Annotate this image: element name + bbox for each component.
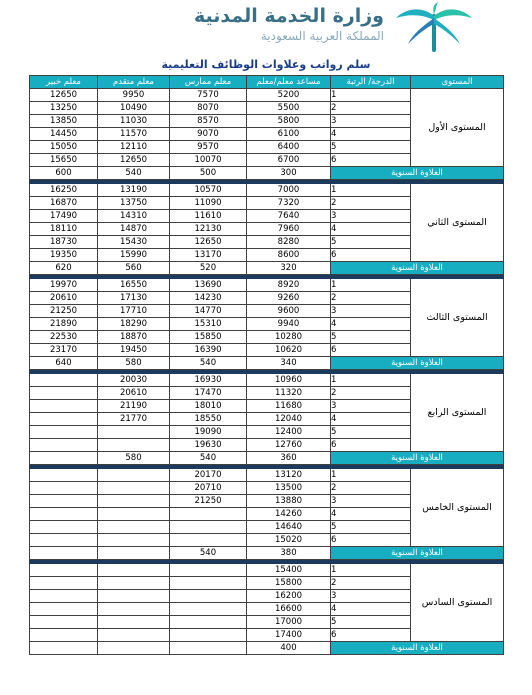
cell-step: 5 <box>331 331 411 344</box>
cell-advanced: 20030 <box>98 374 170 387</box>
col-header-level: المستوى <box>411 76 504 89</box>
cell-advanced: 10490 <box>98 102 170 115</box>
cell-practitioner: 19090 <box>170 426 247 439</box>
cell-step: 5 <box>331 616 411 629</box>
cell-assistant: 8280 <box>247 236 331 249</box>
cell-step: 1 <box>331 89 411 102</box>
cell-step: 4 <box>331 318 411 331</box>
annual-increment-label: العلاوة السنوية <box>331 452 504 465</box>
cell-advanced: 21190 <box>98 400 170 413</box>
document-header <box>0 0 532 56</box>
cell-practitioner: 19630 <box>170 439 247 452</box>
cell-practitioner: 15850 <box>170 331 247 344</box>
cell-step: 2 <box>331 102 411 115</box>
table-row <box>30 564 504 577</box>
annual-increment-label: العلاوة السنوية <box>331 547 504 560</box>
annual-assistant: 360 <box>247 452 331 465</box>
cell-step: 5 <box>331 521 411 534</box>
cell-advanced: 21770 <box>98 413 170 426</box>
cell-assistant: 13120 <box>247 469 331 482</box>
ministry-name: وزارة الخدمة المدنية <box>193 5 384 27</box>
cell-assistant: 15400 <box>247 564 331 577</box>
cell-advanced <box>98 590 170 603</box>
cell-advanced <box>98 603 170 616</box>
annual-advanced <box>98 547 170 560</box>
annual-increment-label: العلاوة السنوية <box>331 167 504 180</box>
cell-expert <box>30 439 98 452</box>
cell-practitioner: 20170 <box>170 469 247 482</box>
cell-advanced <box>98 495 170 508</box>
table-row <box>30 279 504 292</box>
cell-step: 3 <box>331 210 411 223</box>
cell-assistant: 7640 <box>247 210 331 223</box>
level-name: المستوى السادس <box>411 564 504 642</box>
cell-advanced: 16550 <box>98 279 170 292</box>
cell-expert <box>30 413 98 426</box>
cell-practitioner: 12130 <box>170 223 247 236</box>
col-header-advanced: معلم متقدم <box>98 76 170 89</box>
cell-expert <box>30 590 98 603</box>
cell-expert: 21890 <box>30 318 98 331</box>
cell-practitioner: 16390 <box>170 344 247 357</box>
cell-assistant: 13880 <box>247 495 331 508</box>
annual-practitioner <box>170 642 247 655</box>
cell-practitioner <box>170 521 247 534</box>
annual-increment-label: العلاوة السنوية <box>331 262 504 275</box>
annual-practitioner: 540 <box>170 357 247 370</box>
cell-assistant: 12400 <box>247 426 331 439</box>
cell-advanced <box>98 508 170 521</box>
palm-logo-icon <box>392 2 476 54</box>
cell-practitioner <box>170 629 247 642</box>
col-header-practitioner: معلم ممارس <box>170 76 247 89</box>
cell-expert: 15050 <box>30 141 98 154</box>
annual-practitioner: 540 <box>170 547 247 560</box>
annual-assistant: 300 <box>247 167 331 180</box>
cell-practitioner: 13170 <box>170 249 247 262</box>
salary-table <box>29 75 504 655</box>
cell-advanced: 15990 <box>98 249 170 262</box>
cell-practitioner: 13690 <box>170 279 247 292</box>
cell-step: 4 <box>331 223 411 236</box>
cell-expert: 12650 <box>30 89 98 102</box>
cell-practitioner: 14770 <box>170 305 247 318</box>
cell-step: 5 <box>331 236 411 249</box>
annual-increment-row <box>30 262 504 275</box>
cell-practitioner: 9570 <box>170 141 247 154</box>
cell-practitioner <box>170 508 247 521</box>
level-name: المستوى الثاني <box>411 184 504 262</box>
level-name: المستوى الرابع <box>411 374 504 452</box>
cell-assistant: 7000 <box>247 184 331 197</box>
cell-advanced: 18290 <box>98 318 170 331</box>
cell-advanced <box>98 577 170 590</box>
cell-step: 1 <box>331 374 411 387</box>
table-row <box>30 469 504 482</box>
cell-expert <box>30 534 98 547</box>
cell-expert: 20610 <box>30 292 98 305</box>
cell-step: 4 <box>331 508 411 521</box>
cell-advanced: 17130 <box>98 292 170 305</box>
cell-expert: 13850 <box>30 115 98 128</box>
cell-expert: 13250 <box>30 102 98 115</box>
cell-advanced: 15430 <box>98 236 170 249</box>
table-row <box>30 89 504 102</box>
cell-step: 4 <box>331 413 411 426</box>
cell-practitioner: 16930 <box>170 374 247 387</box>
cell-advanced: 14310 <box>98 210 170 223</box>
cell-practitioner <box>170 577 247 590</box>
cell-advanced <box>98 469 170 482</box>
col-header-assistant: مساعد معلم/معلم <box>247 76 331 89</box>
cell-expert <box>30 564 98 577</box>
level-name: المستوى الأول <box>411 89 504 167</box>
cell-practitioner: 10570 <box>170 184 247 197</box>
cell-step: 3 <box>331 115 411 128</box>
cell-expert <box>30 495 98 508</box>
cell-practitioner <box>170 564 247 577</box>
cell-assistant: 12040 <box>247 413 331 426</box>
cell-assistant: 15800 <box>247 577 331 590</box>
cell-step: 2 <box>331 197 411 210</box>
cell-step: 4 <box>331 603 411 616</box>
cell-assistant: 8600 <box>247 249 331 262</box>
cell-advanced: 13750 <box>98 197 170 210</box>
table-body <box>30 89 504 655</box>
cell-step: 6 <box>331 534 411 547</box>
cell-practitioner: 11090 <box>170 197 247 210</box>
cell-assistant: 9260 <box>247 292 331 305</box>
annual-assistant: 380 <box>247 547 331 560</box>
cell-step: 6 <box>331 249 411 262</box>
cell-step: 5 <box>331 141 411 154</box>
cell-step: 6 <box>331 439 411 452</box>
cell-assistant: 10960 <box>247 374 331 387</box>
cell-expert <box>30 400 98 413</box>
annual-assistant: 400 <box>247 642 331 655</box>
cell-advanced <box>98 534 170 547</box>
cell-step: 5 <box>331 426 411 439</box>
cell-step: 6 <box>331 344 411 357</box>
cell-step: 2 <box>331 482 411 495</box>
cell-expert: 23170 <box>30 344 98 357</box>
col-header-step: الدرجة/ الرتبة <box>331 76 411 89</box>
cell-expert <box>30 469 98 482</box>
level-name: المستوى الثالث <box>411 279 504 357</box>
cell-assistant: 13500 <box>247 482 331 495</box>
cell-expert: 18730 <box>30 236 98 249</box>
cell-step: 1 <box>331 469 411 482</box>
col-header-expert: معلم خبير <box>30 76 98 89</box>
cell-advanced: 11570 <box>98 128 170 141</box>
annual-advanced: 560 <box>98 262 170 275</box>
cell-advanced <box>98 482 170 495</box>
annual-advanced <box>98 642 170 655</box>
cell-advanced <box>98 616 170 629</box>
cell-practitioner: 8570 <box>170 115 247 128</box>
cell-practitioner: 20710 <box>170 482 247 495</box>
annual-increment-row <box>30 547 504 560</box>
cell-step: 6 <box>331 629 411 642</box>
table-header-row <box>30 76 504 89</box>
cell-advanced: 19450 <box>98 344 170 357</box>
cell-assistant: 6700 <box>247 154 331 167</box>
cell-advanced <box>98 629 170 642</box>
kingdom-name: المملكة العربية السعودية <box>260 29 384 43</box>
cell-expert <box>30 577 98 590</box>
cell-assistant: 14260 <box>247 508 331 521</box>
cell-practitioner: 18550 <box>170 413 247 426</box>
table-row <box>30 184 504 197</box>
annual-increment-row <box>30 642 504 655</box>
cell-practitioner <box>170 590 247 603</box>
annual-expert: 640 <box>30 357 98 370</box>
cell-practitioner: 12650 <box>170 236 247 249</box>
annual-increment-label: العلاوة السنوية <box>331 357 504 370</box>
cell-step: 3 <box>331 400 411 413</box>
ministry-logo-text <box>194 4 384 44</box>
cell-expert: 18110 <box>30 223 98 236</box>
annual-advanced: 580 <box>98 357 170 370</box>
cell-assistant: 10620 <box>247 344 331 357</box>
cell-step: 1 <box>331 184 411 197</box>
cell-step: 1 <box>331 279 411 292</box>
cell-practitioner: 21250 <box>170 495 247 508</box>
cell-expert <box>30 374 98 387</box>
cell-assistant: 5200 <box>247 89 331 102</box>
cell-assistant: 6400 <box>247 141 331 154</box>
cell-assistant: 7960 <box>247 223 331 236</box>
cell-expert <box>30 387 98 400</box>
cell-advanced: 17710 <box>98 305 170 318</box>
cell-practitioner <box>170 616 247 629</box>
cell-assistant: 11320 <box>247 387 331 400</box>
cell-assistant: 17400 <box>247 629 331 642</box>
cell-assistant: 16600 <box>247 603 331 616</box>
cell-practitioner <box>170 603 247 616</box>
cell-advanced: 12650 <box>98 154 170 167</box>
cell-practitioner: 10070 <box>170 154 247 167</box>
table-row <box>30 374 504 387</box>
cell-expert <box>30 508 98 521</box>
cell-advanced: 12110 <box>98 141 170 154</box>
cell-expert: 17490 <box>30 210 98 223</box>
cell-expert: 15650 <box>30 154 98 167</box>
cell-advanced <box>98 426 170 439</box>
cell-advanced: 13190 <box>98 184 170 197</box>
cell-assistant: 11680 <box>247 400 331 413</box>
annual-increment-row <box>30 452 504 465</box>
annual-expert <box>30 452 98 465</box>
cell-assistant: 5800 <box>247 115 331 128</box>
cell-practitioner: 15310 <box>170 318 247 331</box>
cell-expert: 16870 <box>30 197 98 210</box>
cell-expert: 16250 <box>30 184 98 197</box>
cell-assistant: 10280 <box>247 331 331 344</box>
cell-practitioner: 14230 <box>170 292 247 305</box>
cell-expert <box>30 426 98 439</box>
annual-increment-row <box>30 167 504 180</box>
cell-practitioner: 11610 <box>170 210 247 223</box>
annual-expert <box>30 547 98 560</box>
cell-advanced: 20610 <box>98 387 170 400</box>
cell-assistant: 17000 <box>247 616 331 629</box>
cell-advanced: 14870 <box>98 223 170 236</box>
cell-step: 6 <box>331 154 411 167</box>
cell-step: 3 <box>331 590 411 603</box>
annual-expert <box>30 642 98 655</box>
level-name: المستوى الخامس <box>411 469 504 547</box>
annual-assistant: 340 <box>247 357 331 370</box>
cell-advanced <box>98 564 170 577</box>
annual-advanced: 580 <box>98 452 170 465</box>
cell-expert: 22530 <box>30 331 98 344</box>
cell-step: 3 <box>331 495 411 508</box>
annual-practitioner: 520 <box>170 262 247 275</box>
cell-practitioner: 18010 <box>170 400 247 413</box>
cell-expert: 14450 <box>30 128 98 141</box>
cell-practitioner: 9070 <box>170 128 247 141</box>
cell-step: 1 <box>331 564 411 577</box>
annual-increment-label: العلاوة السنوية <box>331 642 504 655</box>
cell-assistant: 16200 <box>247 590 331 603</box>
cell-assistant: 9940 <box>247 318 331 331</box>
cell-step: 2 <box>331 292 411 305</box>
cell-advanced <box>98 521 170 534</box>
cell-step: 3 <box>331 305 411 318</box>
cell-expert <box>30 521 98 534</box>
cell-assistant: 8920 <box>247 279 331 292</box>
cell-expert: 19350 <box>30 249 98 262</box>
cell-expert: 19970 <box>30 279 98 292</box>
cell-expert <box>30 603 98 616</box>
cell-assistant: 5500 <box>247 102 331 115</box>
cell-step: 4 <box>331 128 411 141</box>
cell-step: 2 <box>331 577 411 590</box>
cell-expert <box>30 482 98 495</box>
cell-assistant: 12760 <box>247 439 331 452</box>
cell-advanced: 11030 <box>98 115 170 128</box>
cell-expert: 21250 <box>30 305 98 318</box>
cell-assistant: 6100 <box>247 128 331 141</box>
cell-assistant: 9600 <box>247 305 331 318</box>
document-title: سلم رواتب وعلاوات الوظائف التعليمية <box>161 58 371 71</box>
cell-expert <box>30 629 98 642</box>
annual-increment-row <box>30 357 504 370</box>
annual-expert: 620 <box>30 262 98 275</box>
annual-practitioner: 540 <box>170 452 247 465</box>
cell-step: 2 <box>331 387 411 400</box>
annual-practitioner: 500 <box>170 167 247 180</box>
annual-expert: 600 <box>30 167 98 180</box>
cell-assistant: 14640 <box>247 521 331 534</box>
cell-advanced: 18870 <box>98 331 170 344</box>
cell-practitioner: 17470 <box>170 387 247 400</box>
cell-practitioner: 7570 <box>170 89 247 102</box>
annual-advanced: 540 <box>98 167 170 180</box>
cell-practitioner <box>170 534 247 547</box>
annual-assistant: 320 <box>247 262 331 275</box>
cell-expert <box>30 616 98 629</box>
cell-assistant: 7320 <box>247 197 331 210</box>
cell-advanced: 9950 <box>98 89 170 102</box>
cell-assistant: 15020 <box>247 534 331 547</box>
cell-practitioner: 8070 <box>170 102 247 115</box>
cell-advanced <box>98 439 170 452</box>
